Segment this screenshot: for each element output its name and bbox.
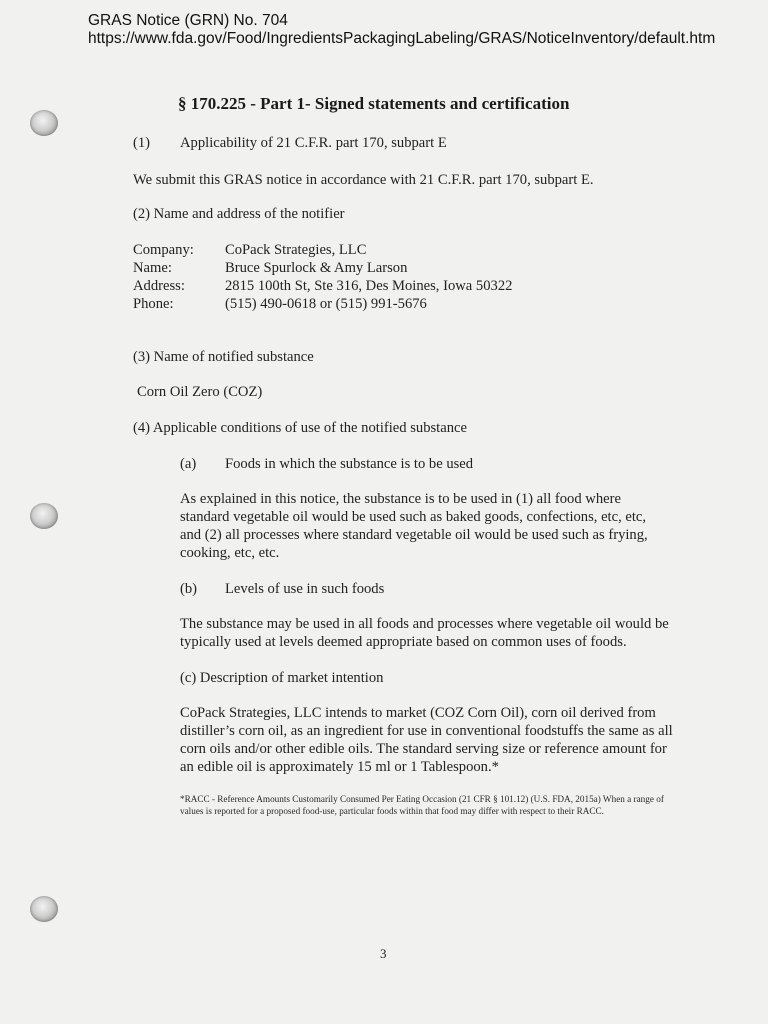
racc-footnote: *RACC - Reference Amounts Customarily Consumed Per Eating Occasion (21 CFR § 101.12) (U.S. FDA, 2015a) When a range of values is reported for a proposed food-use, particular foods within that food may differ with respect to their RACC. [180, 794, 664, 816]
section-4a-text: As explained in this notice, the substance is to be used in (1) all food where standard vegetable oil would be used such as baked goods, confections, etc, etc, and (2) all processes where standard vegetable oil would be used such as frying, cooking, etc, etc. [180, 491, 648, 561]
phone-value: (515) 490-0618 or (515) 991-5676 [225, 296, 427, 312]
section-4b-letter: (b) [180, 581, 198, 597]
name-value: Bruce Spurlock & Amy Larson [225, 260, 408, 276]
section-1-text: We submit this GRAS notice in accordance with 21 C.F.R. part 170, subpart E. [133, 172, 594, 188]
section-4b-heading: Levels of use in such foods [225, 581, 385, 597]
section-4c-text: CoPack Strategies, LLC intends to market (COZ Corn Oil), corn oil derived from distiller’s corn oil, as an ingredient for use in conventional foodstuffs the same as all corn oils and/or other edible oils. The standard serving size or reference amount for an edible oil is approximately 15 ml or 1 Tablespoon.* [180, 705, 673, 775]
address-label: Address: [133, 278, 185, 294]
address-value: 2815 100th St, Ste 316, Des Moines, Iowa 50322 [225, 278, 513, 294]
section-2-heading: (2) Name and address of the notifier [133, 206, 345, 222]
section-4b-text: The substance may be used in all foods and processes where vegetable oil would be typically used at levels deemed appropriate based on common uses of foods. [180, 616, 669, 650]
section-1-heading: Applicability of 21 C.F.R. part 170, subpart E [180, 135, 447, 151]
source-url-line: https://www.fda.gov/Food/IngredientsPackagingLabeling/GRAS/NoticeInventory/default.htm [88, 30, 716, 47]
section-1-number: (1) [133, 135, 151, 151]
company-label: Company: [133, 242, 194, 258]
notice-number-line: GRAS Notice (GRN) No. 704 [88, 12, 288, 29]
section-4a-heading: Foods in which the substance is to be used [225, 456, 474, 472]
page-number: 3 [380, 946, 387, 961]
binder-hole-top [30, 110, 58, 136]
binder-hole-bottom [30, 896, 58, 922]
section-4a-letter: (a) [180, 456, 197, 472]
section-3-text: Corn Oil Zero (COZ) [137, 384, 263, 400]
name-label: Name: [133, 260, 172, 276]
phone-label: Phone: [133, 296, 174, 312]
company-value: CoPack Strategies, LLC [225, 242, 367, 258]
section-4-heading: (4) Applicable conditions of use of the notified substance [133, 420, 467, 436]
binder-hole-middle [30, 503, 58, 529]
document-title: § 170.225 - Part 1- Signed statements and certification [178, 94, 570, 113]
page-header [88, 12, 715, 48]
section-3-heading: (3) Name of notified substance [133, 349, 314, 365]
section-4c-heading: (c) Description of market intention [180, 670, 384, 686]
